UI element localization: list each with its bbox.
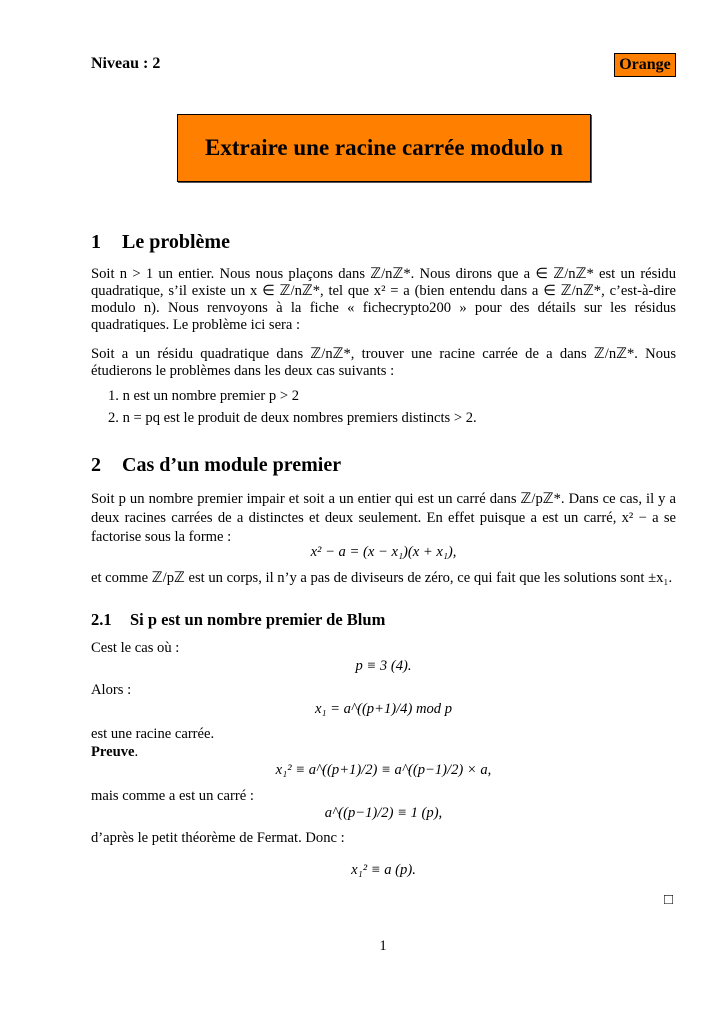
equation: x₁² ≡ a (p). [351,862,416,878]
page-title: Extraire une racine carrée modulo n [177,114,591,182]
qed-icon: □ [664,892,674,908]
equation: p ≡ 3 (4). [355,658,412,674]
page-number: 1 [379,938,387,954]
section-title: Cas d’un module premier [122,454,342,476]
equation: x₁ = a^((p+1)/4) mod p [314,701,453,717]
equation: x₁² ≡ a^((p+1)/2) ≡ a^((p−1)/2) × a, [275,762,492,778]
equation: x² − a = (x − x₁)(x + x₁), [310,544,457,560]
section-number: 1 [91,231,101,253]
level-badge: Orange [614,53,676,77]
proof-label: Preuve. [91,744,139,760]
list-item: 1. n est un nombre premier p > 2 [108,388,300,404]
section-number: 2 [91,454,101,476]
section-1-heading [91,231,230,254]
level-label: Niveau : 2 [91,55,161,72]
section-2-heading [91,454,341,477]
paragraph: Soit a un résidu quadratique dans ℤ/nℤ*, trouver une racine carrée de a dans ℤ/nℤ*. Nous étudierons le problèmes dans les deux cas suivants : [91,346,676,379]
equation: a^((p−1)/2) ≡ 1 (p), [324,805,443,821]
text-line: Alors : [91,682,132,698]
text-line: d’après le petit théorème de Fermat. Donc : [91,830,345,846]
text-line: Cest le cas où : [91,640,180,656]
paragraph: Soit n > 1 un entier. Nous nous plaçons dans ℤ/nℤ*. Nous dirons que a ∈ ℤ/nℤ* est un résidu quadratique, s’il existe un x ∈ ℤ/nℤ*, tel que x² = a (bien entendu dans a ∈ ℤ/nℤ*, c’est-à-dire modulo n). Nous renvoyons à la fiche « fichecrypto200 » pour des détails sur les résidus quadratiques. Le problème ici sera : [91,266,676,333]
paragraph: Soit p un nombre premier impair et soit a un entier qui est un carré dans ℤ/pℤ*. Dans ce cas, il y a deux racines carrées de a distinctes et deux seulement. En effet puisque a est un carré, x² − a se factorise sous la forme : [91,491,676,545]
paragraph: et comme ℤ/pℤ est un corps, il n’y a pas de diviseurs de zéro, ce qui fait que les solutions sont ±x₁. [91,570,673,586]
proof-text: Preuve [91,744,135,760]
subsection-title: Si p est un nombre premier de Blum [130,610,386,629]
section-title: Le problème [122,231,230,253]
subsection-number: 2.1 [91,610,112,629]
text-line: mais comme a est un carré : [91,788,254,804]
subsection-heading [91,610,385,630]
text-line: est une racine carrée. [91,726,215,742]
list-item: 2. n = pq est le produit de deux nombres premiers distincts > 2. [108,410,477,426]
